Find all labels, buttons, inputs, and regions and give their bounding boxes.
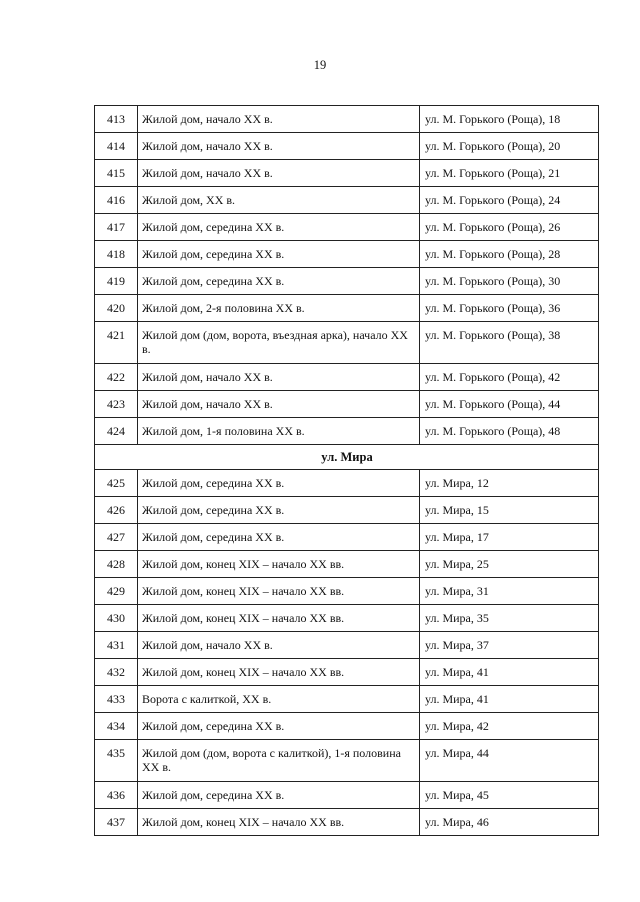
row-address: ул. М. Горького (Роща), 24 <box>420 187 599 214</box>
row-number: 427 <box>95 524 138 551</box>
row-address: ул. Мира, 46 <box>420 809 599 836</box>
section-heading-row-group <box>95 445 599 470</box>
row-address: ул. М. Горького (Роща), 30 <box>420 268 599 295</box>
row-number: 418 <box>95 241 138 268</box>
row-description: Жилой дом (дом, ворота с калиткой), 1-я половина XX в. <box>138 740 420 782</box>
row-description: Жилой дом, середина XX в. <box>138 713 420 740</box>
row-number: 433 <box>95 686 138 713</box>
table-row <box>95 160 599 187</box>
row-description: Жилой дом, середина XX в. <box>138 268 420 295</box>
section-heading-row <box>95 445 599 470</box>
heritage-register-table <box>94 105 599 836</box>
row-number: 425 <box>95 470 138 497</box>
row-number: 415 <box>95 160 138 187</box>
row-description: Жилой дом, середина XX в. <box>138 241 420 268</box>
row-address: ул. Мира, 41 <box>420 659 599 686</box>
row-address: ул. Мира, 12 <box>420 470 599 497</box>
row-address: ул. М. Горького (Роща), 18 <box>420 106 599 133</box>
row-address: ул. М. Горького (Роща), 38 <box>420 322 599 364</box>
row-description: Жилой дом, начало XX в. <box>138 133 420 160</box>
row-number: 420 <box>95 295 138 322</box>
table-row <box>95 133 599 160</box>
row-number: 416 <box>95 187 138 214</box>
row-address: ул. Мира, 44 <box>420 740 599 782</box>
row-number: 429 <box>95 578 138 605</box>
row-description: Жилой дом, 2-я половина XX в. <box>138 295 420 322</box>
row-number: 413 <box>95 106 138 133</box>
table-row <box>95 551 599 578</box>
row-description: Жилой дом, середина XX в. <box>138 497 420 524</box>
table-row <box>95 809 599 836</box>
row-description: Жилой дом, конец XIX – начало XX вв. <box>138 605 420 632</box>
row-description: Жилой дом, конец XIX – начало XX вв. <box>138 578 420 605</box>
row-description: Жилой дом, начало XX в. <box>138 160 420 187</box>
row-address: ул. Мира, 41 <box>420 686 599 713</box>
row-description: Жилой дом, середина XX в. <box>138 214 420 241</box>
table-row <box>95 578 599 605</box>
table-row <box>95 391 599 418</box>
row-description: Жилой дом, конец XIX – начало XX вв. <box>138 551 420 578</box>
table-row <box>95 659 599 686</box>
table-row <box>95 268 599 295</box>
row-description: Жилой дом, конец XIX – начало XX вв. <box>138 809 420 836</box>
table-row <box>95 418 599 445</box>
row-description: Жилой дом, середина XX в. <box>138 524 420 551</box>
table-row <box>95 782 599 809</box>
row-number: 424 <box>95 418 138 445</box>
row-number: 423 <box>95 391 138 418</box>
row-address: ул. Мира, 37 <box>420 632 599 659</box>
table-row <box>95 187 599 214</box>
row-number: 419 <box>95 268 138 295</box>
row-number: 436 <box>95 782 138 809</box>
table-row <box>95 740 599 782</box>
row-description: Жилой дом, середина XX в. <box>138 470 420 497</box>
row-description: Жилой дом, начало XX в. <box>138 106 420 133</box>
table-row <box>95 322 599 364</box>
row-description: Жилой дом, конец XIX – начало XX вв. <box>138 659 420 686</box>
row-number: 422 <box>95 364 138 391</box>
row-number: 430 <box>95 605 138 632</box>
page-number: 19 <box>313 58 327 72</box>
row-address: ул. Мира, 25 <box>420 551 599 578</box>
table-row <box>95 686 599 713</box>
section-heading: ул. Мира <box>95 445 599 470</box>
group2-rows <box>95 470 599 836</box>
row-number: 421 <box>95 322 138 364</box>
table-row <box>95 295 599 322</box>
row-description: Жилой дом, начало XX в. <box>138 632 420 659</box>
row-address: ул. М. Горького (Роща), 42 <box>420 364 599 391</box>
row-address: ул. М. Горького (Роща), 36 <box>420 295 599 322</box>
row-number: 432 <box>95 659 138 686</box>
table-row <box>95 364 599 391</box>
row-number: 431 <box>95 632 138 659</box>
row-description: Жилой дом (дом, ворота, въездная арка), начало XX в. <box>138 322 420 364</box>
row-address: ул. М. Горького (Роща), 48 <box>420 418 599 445</box>
table-row <box>95 106 599 133</box>
row-description: Ворота с калиткой, XX в. <box>138 686 420 713</box>
row-description: Жилой дом, 1-я половина XX в. <box>138 418 420 445</box>
row-address: ул. М. Горького (Роща), 44 <box>420 391 599 418</box>
row-number: 428 <box>95 551 138 578</box>
row-description: Жилой дом, начало XX в. <box>138 391 420 418</box>
row-address: ул. М. Горького (Роща), 26 <box>420 214 599 241</box>
row-description: Жилой дом, XX в. <box>138 187 420 214</box>
table-row <box>95 497 599 524</box>
row-address: ул. Мира, 15 <box>420 497 599 524</box>
row-address: ул. Мира, 45 <box>420 782 599 809</box>
row-number: 417 <box>95 214 138 241</box>
table-row <box>95 713 599 740</box>
row-description: Жилой дом, середина XX в. <box>138 782 420 809</box>
row-address: ул. М. Горького (Роща), 21 <box>420 160 599 187</box>
row-number: 426 <box>95 497 138 524</box>
table-row <box>95 605 599 632</box>
row-number: 414 <box>95 133 138 160</box>
row-address: ул. М. Горького (Роща), 20 <box>420 133 599 160</box>
table-row <box>95 632 599 659</box>
row-address: ул. Мира, 42 <box>420 713 599 740</box>
row-address: ул. Мира, 31 <box>420 578 599 605</box>
row-address: ул. Мира, 35 <box>420 605 599 632</box>
row-description: Жилой дом, начало XX в. <box>138 364 420 391</box>
row-address: ул. М. Горького (Роща), 28 <box>420 241 599 268</box>
row-number: 434 <box>95 713 138 740</box>
row-address: ул. Мира, 17 <box>420 524 599 551</box>
table-row <box>95 470 599 497</box>
table-row <box>95 524 599 551</box>
group1-rows <box>95 106 599 445</box>
table-row <box>95 214 599 241</box>
table-row <box>95 241 599 268</box>
row-number: 437 <box>95 809 138 836</box>
row-number: 435 <box>95 740 138 782</box>
